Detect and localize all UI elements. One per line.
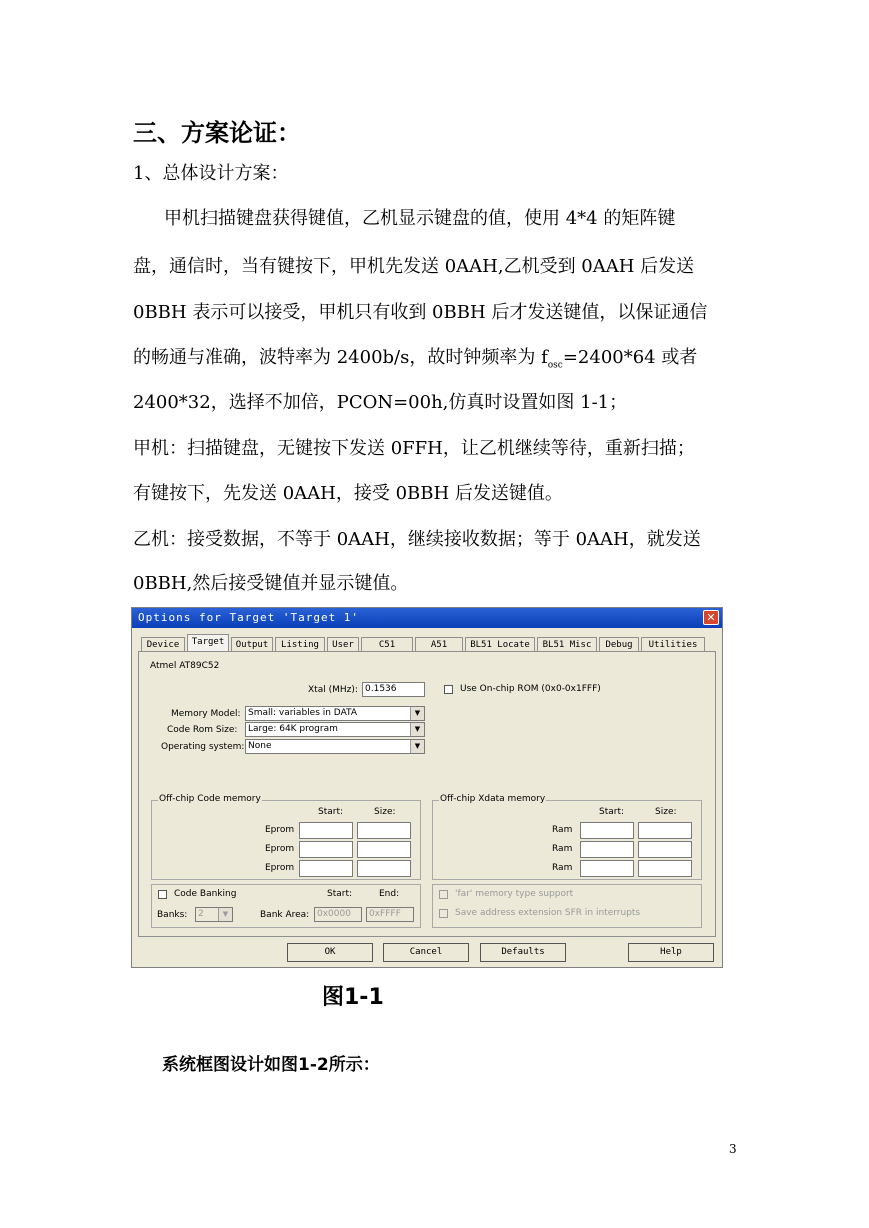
chevron-down-icon: ▼ (218, 908, 232, 921)
os-label: Operating system: (161, 742, 245, 752)
eprom-size-input[interactable] (357, 841, 411, 858)
subsection-title: 1、总体设计方案： (133, 163, 289, 184)
xtal-input[interactable]: 0.1536 (362, 682, 425, 697)
chevron-down-icon: ▼ (410, 740, 424, 753)
code-rom-select[interactable]: Large: 64K program ▼ (245, 722, 425, 737)
far-memory-group (432, 884, 702, 928)
offchip-code-title: Off-chip Code memory (159, 794, 261, 804)
bank-area-label: Bank Area: (260, 910, 310, 920)
tab-target[interactable]: Target (187, 634, 229, 652)
section-heading: 三、方案论证： (133, 118, 301, 147)
tab-a51[interactable]: A51 (415, 637, 463, 651)
ram-label: Ram (552, 825, 573, 835)
memory-model-label: Memory Model: (171, 709, 241, 719)
eprom-size-input[interactable] (357, 860, 411, 877)
far-memory-checkbox[interactable] (439, 890, 448, 899)
code-banking-group (151, 884, 421, 928)
code-banking-label: Code Banking (174, 889, 237, 899)
dialog-title: Options for Target 'Target 1' (138, 611, 360, 624)
eprom-label: Eprom (265, 863, 295, 873)
figure-caption: 图1-1 (322, 985, 384, 1010)
offchip-xdata-title: Off-chip Xdata memory (440, 794, 546, 804)
ram-start-input[interactable] (580, 822, 634, 839)
bank-area-end-input[interactable]: 0xFFFF (366, 907, 414, 922)
tab-bl51-misc[interactable]: BL51 Misc (537, 637, 597, 651)
yi-line: 0BBH,然后接受键值并显示键值。 (133, 573, 409, 594)
offchip-code-group (151, 794, 421, 880)
banks-select[interactable]: 2 ▼ (195, 907, 233, 922)
defaults-button[interactable]: Defaults (480, 943, 566, 962)
offchip-code-size-label: Size: (374, 807, 396, 817)
bank-end-label: End: (379, 889, 400, 899)
target-panel (138, 651, 716, 937)
chevron-down-icon: ▼ (410, 707, 424, 720)
device-name: Atmel AT89C52 (150, 661, 220, 671)
tab-c51[interactable]: C51 (361, 637, 413, 651)
options-dialog (131, 607, 723, 968)
tab-bl51-locate[interactable]: BL51 Locate (465, 637, 535, 651)
page-number: 3 (729, 1142, 737, 1156)
ram-label: Ram (552, 863, 573, 873)
paragraph-line: 0BBH 表示可以接受，甲机只有收到 0BBH 后才发送键值，以保证通信 (133, 302, 708, 323)
ram-start-input[interactable] (580, 860, 634, 877)
ok-button[interactable]: OK (287, 943, 373, 962)
help-button[interactable]: Help (628, 943, 714, 962)
save-sfr-checkbox[interactable] (439, 909, 448, 918)
yi-line: 乙机：接受数据，不等于 0AAH，继续接收数据；等于 0AAH，就发送 (133, 529, 701, 550)
tab-utilities[interactable]: Utilities (641, 637, 705, 651)
close-icon[interactable]: ✕ (703, 610, 719, 625)
eprom-start-input[interactable] (299, 822, 353, 839)
jia-line: 有键按下，先发送 0AAH，接受 0BBH 后发送键值。 (133, 483, 563, 504)
offchip-xdata-start-label: Start: (599, 807, 625, 817)
eprom-start-input[interactable] (299, 841, 353, 858)
ram-label: Ram (552, 844, 573, 854)
tab-debug[interactable]: Debug (599, 637, 639, 651)
tab-device[interactable]: Device (141, 637, 185, 651)
paragraph-line: 的畅通与准确，波特率为 2400b/s，故时钟频率为 $f_{osc}=2400*64$ 或者 (133, 347, 698, 371)
tab-output[interactable]: Output (231, 637, 273, 651)
ram-start-input[interactable] (580, 841, 634, 858)
offchip-xdata-group (432, 794, 702, 880)
ram-size-input[interactable] (638, 841, 692, 858)
bank-start-label: Start: (327, 889, 353, 899)
code-rom-label: Code Rom Size: (167, 725, 238, 735)
far-memory-label: 'far' memory type support (455, 889, 574, 899)
eprom-size-input[interactable] (357, 822, 411, 839)
ram-size-input[interactable] (638, 822, 692, 839)
banks-label: Banks: (157, 910, 188, 920)
memory-model-select[interactable]: Small: variables in DATA ▼ (245, 706, 425, 721)
cancel-button[interactable]: Cancel (383, 943, 469, 962)
eprom-label: Eprom (265, 825, 295, 835)
chevron-down-icon: ▼ (410, 723, 424, 736)
dialog-titlebar (132, 608, 722, 628)
offchip-xdata-size-label: Size: (655, 807, 677, 817)
offchip-code-start-label: Start: (318, 807, 344, 817)
tab-user[interactable]: User (327, 637, 359, 651)
paragraph-line: 甲机扫描键盘获得键值，乙机显示键盘的值，使用 4*4 的矩阵键 (164, 208, 676, 229)
onchip-rom-checkbox[interactable] (444, 685, 453, 694)
code-banking-checkbox[interactable] (158, 890, 167, 899)
xtal-label: Xtal (MHz): (308, 685, 358, 695)
paragraph-line: 2400*32，选择不加倍，PCON=00h,仿真时设置如图 1-1； (133, 392, 628, 413)
os-select[interactable]: None ▼ (245, 739, 425, 754)
tab-listing[interactable]: Listing (275, 637, 325, 651)
save-sfr-label: Save address extension SFR in interrupts (455, 908, 641, 918)
paragraph-line: 盘，通信时，当有键按下，甲机先发送 0AAH,乙机受到 0AAH 后发送 (133, 256, 695, 277)
jia-line: 甲机：扫描键盘，无键按下发送 0FFH，让乙机继续等待，重新扫描； (133, 438, 695, 459)
onchip-rom-label: Use On-chip ROM (0x0-0x1FFF) (460, 684, 601, 694)
eprom-start-input[interactable] (299, 860, 353, 877)
block-diagram-line: 系统框图设计如图1-2所示： (162, 1055, 380, 1075)
bank-area-start-input[interactable]: 0x0000 (314, 907, 362, 922)
ram-size-input[interactable] (638, 860, 692, 877)
eprom-label: Eprom (265, 844, 295, 854)
